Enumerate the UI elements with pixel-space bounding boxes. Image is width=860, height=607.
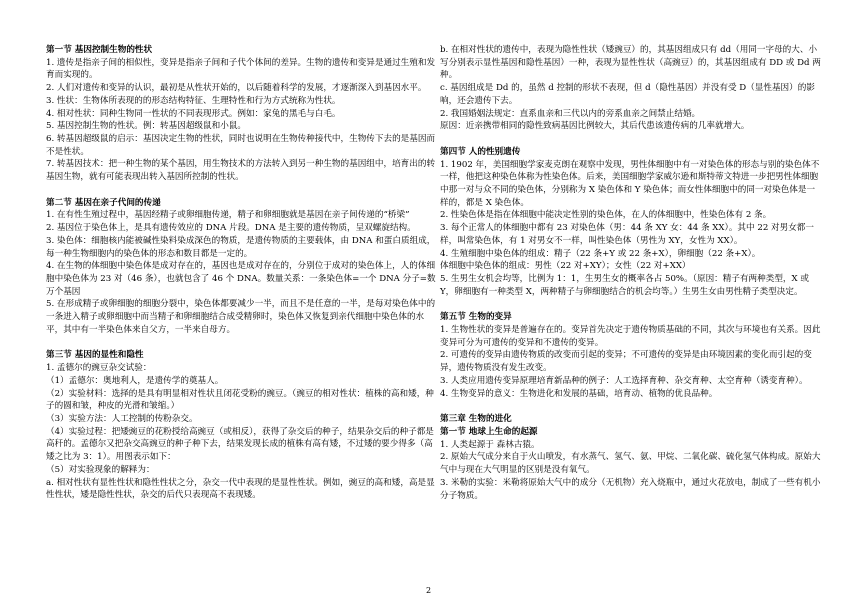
paragraph: 1. 在有性生殖过程中，基因经精子或卵细胞传递，精子和卵细胞就是基因在亲子间传递的“桥梁” bbox=[46, 210, 410, 221]
paragraph: 3. 每个正常人的体细胞中都有 23 对染色体（男：44 条 XY 女：44 条 XX）。其中 22 对男女都一样，叫常染色体，有 1 对男女不一样，叫性染色体（男性为 XY，女性为 XX）。 bbox=[440, 223, 814, 246]
paragraph: 2. 基因位于染色体上，是具有遗传效应的 DNA 片段。DNA 是主要的遗传物质，呈双螺旋结构。 bbox=[46, 223, 416, 234]
paragraph: 1. 生物性状的变异是普遍存在的。变异首先决定于遗传物质基础的不同，其次与环境也有关系。因此变异可分为可遗传的变异和不遗传的变异。 bbox=[440, 325, 821, 348]
section-gap bbox=[46, 184, 436, 197]
paragraph: 4. 相对性状：同种生物同一性状的不同表现形式。例如：家兔的黑毛与白毛。 bbox=[46, 108, 341, 119]
left-column bbox=[46, 44, 436, 502]
paragraph: （1）孟德尔：奥地利人，是遗传学的奠基人。 bbox=[46, 375, 224, 386]
section-heading: 第三章 生物的进化 bbox=[440, 414, 512, 425]
paragraph: （2）实验材料：选择的是具有明显相对性状且闭花受粉的豌豆。（豌豆的相对性状：植株的高和矮，种子的圆和皱，种皮的光滑和皱缩。） bbox=[46, 388, 434, 412]
paragraph: （4）实验过程：把矮豌豆的花粉授给高豌豆（或相反），获得了杂交后的种子，结果杂交后的种子都是高秆的。孟德尔又把杂交高豌豆的种子种下去，结果发现长成的植株有高有矮，不过矮的要少得多（高矮之比为 3：1）。用图表示如下： bbox=[46, 426, 434, 463]
paragraph: （5）对实验现象的解释为： bbox=[46, 464, 155, 475]
paragraph: a. 相对性状有显性性状和隐性性状之分，杂交一代中表现的是显性性状。例如，豌豆的高和矮，高是显性性状，矮是隐性性状，杂交的后代只表现高不表现矮。 bbox=[46, 477, 435, 501]
paragraph: 3. 染色体：细胞核内能被碱性染料染成深色的物质，是遗传物质的主要载体，由 DNA 和蛋白质组成，每一种生物细胞内的染色体的形态和数目都是一定的。 bbox=[46, 235, 436, 259]
section-gap bbox=[46, 336, 436, 349]
paragraph: 3. 米勒的实验：米勒将原始大气中的成分（无机物）充入烧瓶中，通过火花放电，制成了一些有机小分子物质。 bbox=[440, 477, 821, 501]
paragraph: 1. 遗传是指亲子间的相似性，变异是指亲子间和子代个体间的差异。生物的遗传和变异是通过生殖和发育而实现的。 bbox=[46, 57, 436, 81]
paragraph: 1. 孟德尔的豌豆杂交试验： bbox=[46, 363, 152, 374]
paragraph: 2. 我国婚姻法规定：直系血亲和三代以内的旁系血亲之间禁止结婚。 bbox=[440, 108, 701, 119]
paragraph: 2. 原始大气成分来自于火山喷发，有水蒸气、氢气、氨、甲烷、二氧化碳、硫化氢气体构成。原始大气中与现在大气明显的区别是没有氧气。 bbox=[440, 452, 821, 476]
paragraph: 体细胞中染色体的组成：男性（22 对+XY）；女性（22 对+XX） bbox=[440, 261, 691, 272]
section-gap bbox=[440, 400, 822, 413]
paragraph: 4. 生殖细胞中染色体的组成：精子（22 条+Y 或 22 条+X），卵细胞（22 条+X）。 bbox=[440, 248, 761, 259]
paragraph: 3. 性状：生物体所表现的的形态结构特征、生理特性和行为方式统称为性状。 bbox=[46, 95, 341, 106]
section-gap bbox=[440, 133, 822, 146]
paragraph: 2. 人们对遗传和变异的认识，最初是从性状开始的，以后随着科学的发展，才逐渐深入到基因水平。 bbox=[46, 83, 427, 94]
paragraph: 1. 1902 年，美国细胞学家麦克朗在观察中发现，男性体细胞中有一对染色体的形态与别的染色体不一样，他把这种染色体称为性染色体。后来，美国细胞学家威尔逊和斯特蒂文特进一步把男性体细胞中那一对与众不同的染色体，分别称为 X 染色体和 Y 染色体；而女性体细胞中的同一对染色体是一样的，都是 X 染色体。 bbox=[440, 159, 820, 208]
paragraph: 3. 人类应用遗传变异原理培育新品种的例子：人工选择育种、杂交育种、太空育种（诱变育种）。 bbox=[440, 375, 808, 386]
paragraph: 4. 在生物的体细胞中染色体是成对存在的，基因也是成对存在的，分别位于成对的染色体上，人的体细胞中染色体为 23 对（46 条），也就包含了 46 个 DNA。数量关系：一条染色体=一个 DNA 分子=数万个基因 bbox=[46, 261, 436, 297]
paragraph: c. 基因组成是 Dd 的，虽然 d 控制的形状不表现，但 d（隐性基因）并没有受 D（显性基因）的影响，还会遗传下去。 bbox=[440, 83, 815, 106]
paragraph: 原因：近亲携带相同的隐性致病基因比例较大，其后代患该遗传病的几率就增大。 bbox=[440, 121, 750, 132]
paragraph: 2. 性染色体是指在体细胞中能决定性别的染色体，在人的体细胞中，性染色体有 2 条。 bbox=[440, 210, 772, 221]
paragraph: 1. 人类起源于 森林古猿。 bbox=[440, 439, 540, 450]
paragraph: （3）实验方法：人工控制的传粉杂交。 bbox=[46, 413, 198, 424]
paragraph: 4. 生物变异的意义：生物进化和发展的基础，培育动、植物的优良品种。 bbox=[440, 388, 718, 399]
section-heading: 第五节 生物的变异 bbox=[440, 312, 512, 323]
section-heading: 第一节 基因控制生物的性状 bbox=[46, 45, 153, 55]
paragraph: 6. 转基因超级鼠的启示：基因决定生物的性状，同时也说明在生物传种接代中，生物传下去的是基因而不是性状。 bbox=[46, 133, 436, 157]
page-number: 2 bbox=[426, 586, 432, 595]
paragraph: 5. 基因控制生物的性状。例：转基因超级鼠和小鼠。 bbox=[46, 121, 246, 132]
paragraph: 5. 生男生女机会均等，比例为 1：1，生男生女的概率各占 50%。（原因：精子有两种类型，X 或 Y，卵细胞有一种类型 X，两种精子与卵细胞结合的机会均等。）生男生女由男性精子类型决定。 bbox=[440, 273, 809, 297]
paragraph: 2. 可遗传的变异由遗传物质的改变而引起的变异；不可遗传的变异是由环境因素的变化而引起的变异，遗传物质没有发生改变。 bbox=[440, 350, 812, 374]
section-heading: 第三节 基因的显性和隐性 bbox=[46, 350, 144, 361]
section-heading: 第四节 人的性别遗传 bbox=[440, 146, 521, 157]
section-gap bbox=[440, 298, 822, 311]
paragraph: 7. 转基因技术：把一种生物的某个基因，用生物技术的方法转入到另一种生物的基因组中，培育出的转基因生物，就有可能表现出转入基因所控制的性状。 bbox=[46, 159, 436, 183]
right-column bbox=[440, 44, 822, 502]
section-heading: 第二节 基因在亲子代间的传递 bbox=[46, 197, 161, 208]
paragraph: b. 在相对性状的遗传中，表现为隐性性状（矮豌豆）的，其基因组成只有 dd（用同一字母的大、小写分别表示显性基因和隐性基因）一种，表现为显性性状（高豌豆）的，其基因组成有 DD 或 Dd 两种。 bbox=[440, 45, 821, 81]
paragraph: 5. 在形成精子或卵细胞的细胞分裂中，染色体都要减少一半，而且不是任意的一半，是每对染色体中的一条进入精子或卵细胞中而当精子和卵细胞结合成受精卵时，染色体又恢复到亲代细胞中染色体的水平，其中有一半染色体来自父方，一半来自母方。 bbox=[46, 299, 436, 335]
section-heading: 第一节 地球上生命的起源 bbox=[440, 426, 538, 437]
